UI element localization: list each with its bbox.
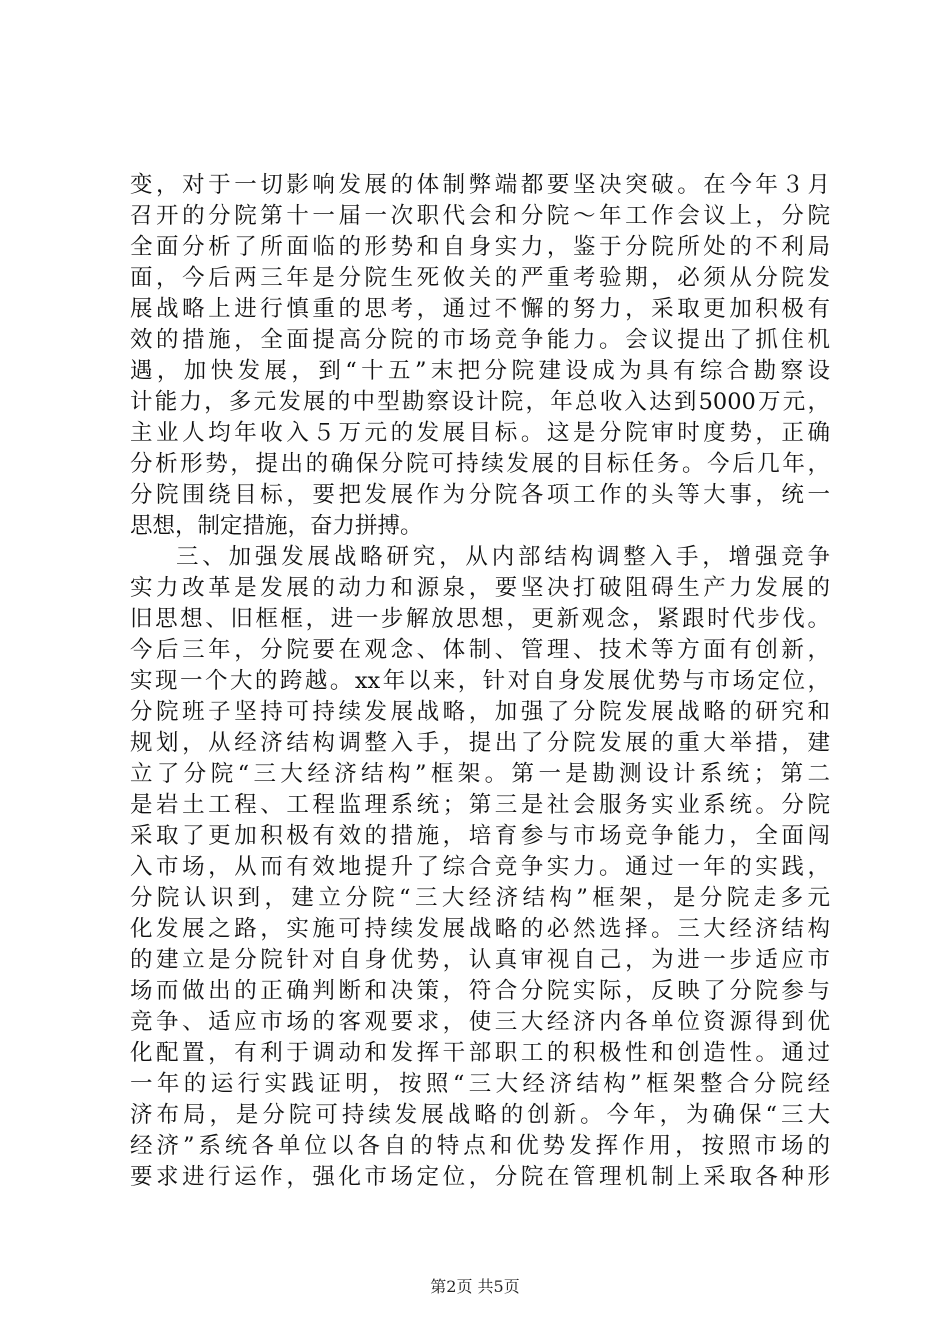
text-line: 场而做出的正确判断和决策，符合分院实际，反映了分院参与 (130, 978, 830, 1004)
text-line: 化配置，有利于调动和发挥干部职工的积极性和创造性。通过 (130, 1040, 830, 1066)
paragraph-start-line: 三、加强发展战略研究，从内部结构调整入手，增强竞争 (176, 544, 830, 570)
text-line: 面，今后两三年是分院生死攸关的严重考验期，必须从分院发 (130, 265, 830, 291)
text-line: 分院认识到，建立分院“三大经济结构”框架，是分院走多元 (130, 885, 830, 911)
text-line: 思想，制定措施，奋力拼搏。 (130, 513, 423, 539)
text-line: 分院围绕目标，要把发展作为分院各项工作的头等大事，统一 (130, 482, 830, 508)
text-line: 召开的分院第十一届一次职代会和分院～年工作会议上，分院 (130, 203, 830, 229)
text-line: 旧思想、旧框框，进一步解放思想，更新观念，紧跟时代步伐。 (130, 606, 830, 632)
text-line: 计能力，多元发展的中型勘察设计院，年总收入达到5000万元， (130, 389, 830, 415)
text-line: 要求进行运作，强化市场定位，分院在管理机制上采取各种形 (130, 1164, 830, 1190)
text-line: 的建立是分院针对自身优势，认真审视自己，为进一步适应市 (130, 947, 830, 973)
text-line: 今后三年，分院要在观念、体制、管理、技术等方面有创新， (130, 637, 830, 663)
text-line: 济布局，是分院可持续发展战略的创新。今年，为确保“三大 (130, 1102, 830, 1128)
text-line: 全面分析了所面临的形势和自身实力，鉴于分院所处的不利局 (130, 234, 830, 260)
text-line: 实现一个大的跨越。xx年以来，针对自身发展优势与市场定位， (130, 668, 830, 694)
text-line: 立了分院“三大经济结构”框架。第一是勘测设计系统；第二 (130, 761, 830, 787)
text-line: 入市场，从而有效地提升了综合竞争实力。通过一年的实践， (130, 854, 830, 880)
text-line: 变，对于一切影响发展的体制弊端都要坚决突破。在今年３月 (130, 172, 830, 198)
text-line: 经济”系统各单位以各自的特点和优势发挥作用，按照市场的 (130, 1133, 830, 1159)
text-line: 遇，加快发展，到“十五”末把分院建设成为具有综合勘察设 (130, 358, 830, 384)
text-line: 是岩土工程、工程监理系统；第三是社会服务实业系统。分院 (130, 792, 830, 818)
text-line: 分院班子坚持可持续发展战略，加强了分院发展战略的研究和 (130, 699, 830, 725)
text-line: 主业人均年收入５万元的发展目标。这是分院审时度势，正确 (130, 420, 830, 446)
text-line: 竞争、适应市场的客观要求，使三大经济内各单位资源得到优 (130, 1009, 830, 1035)
text-line: 效的措施，全面提高分院的市场竞争能力。会议提出了抓住机 (130, 327, 830, 353)
text-line: 规划，从经济结构调整入手，提出了分院发展的重大举措，建 (130, 730, 830, 756)
text-line: 实力改革是发展的动力和源泉，要坚决打破阻碍生产力发展的 (130, 575, 830, 601)
text-line: 化发展之路，实施可持续发展战略的必然选择。三大经济结构 (130, 916, 830, 942)
text-line: 采取了更加积极有效的措施，培育参与市场竞争能力，全面闯 (130, 823, 830, 849)
text-line: 一年的运行实践证明，按照“三大经济结构”框架整合分院经 (130, 1071, 830, 1097)
page-number-footer: 第2页 共5页 (430, 1277, 520, 1296)
text-line: 分析形势，提出的确保分院可持续发展的目标任务。今后几年， (130, 451, 830, 477)
text-line: 展战略上进行慎重的思考，通过不懈的努力，采取更加积极有 (130, 296, 830, 322)
document-body (130, 170, 830, 1193)
